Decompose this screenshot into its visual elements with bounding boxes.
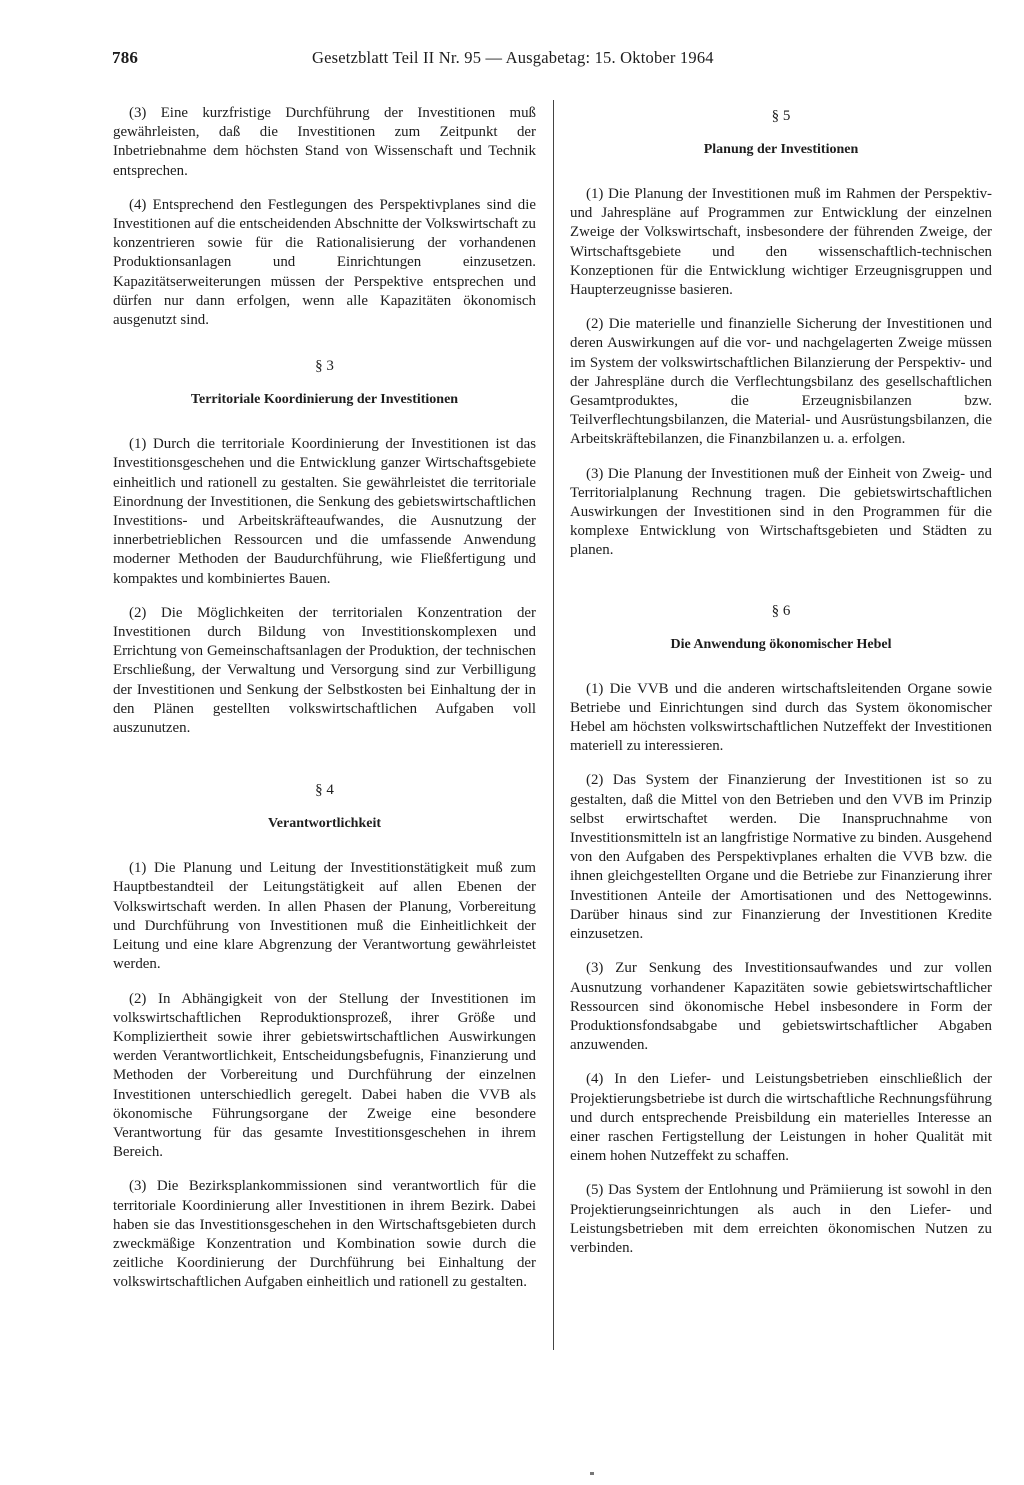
section-title: Planung der Investitionen	[703, 142, 859, 157]
section-title: Territoriale Koordinierung der Investitionen	[190, 392, 459, 408]
paragraph: (3) Die Bezirksplankommissionen sind verantwortlich für die territoriale Koordinierung aller Investitionen in ihrem Bezirk. Dabei haben sie das Investitionsgeschehen in den Wirtschaftsgebieten durch zweckmäßige Konzentration und Kombination sowie durch die zeitliche Koordinierung der Durchführung bei Einhaltung der volkswirtschaftlichen Aufgaben einheitlich und rationell zu gestalten.	[113, 1178, 536, 1291]
header-title: Gesetzblatt Teil II Nr. 95 — Ausgabetag: 15. Oktober 1964	[312, 48, 714, 67]
paragraph: (2) Die Möglichkeiten der territorialen Konzentration der Investitionen durch Bildung von Investitionskomplexen und Errichtung von Gemeinschaftsanlagen der Produktion, der technischen Erschließung, der Verwaltung und Versorgung sind zur Verbilligung der Investitionen und Senkung der Selbstkosten bei Einhaltung der in den Plänen gestellten volkswirtschaftlichen Aufgaben voll auszunutzen.	[113, 604, 536, 737]
page-number: 786	[112, 48, 139, 67]
page-header	[112, 48, 812, 72]
print-mark	[590, 1472, 594, 1475]
section-number: § 6	[771, 602, 791, 619]
paragraph: (3) Zur Senkung des Investitionsaufwandes und zur vollen Ausnutzung vorhandener Kapazitäten sowie gebietswirtschaftlicher Ressourcen sind ökonomische Hebel insbesondere in Form der Produktionsfondsabgabe und gebietswirtschaftlicher Abgaben anzuwenden.	[570, 960, 992, 1054]
section-title: Verantwortlichkeit	[267, 816, 382, 832]
section-number: § 3	[315, 358, 334, 375]
paragraph: (1) Die Planung der Investitionen muß im Rahmen der Perspektiv- und Jahrespläne auf Programmen zur Entwicklung der einzelnen Zweige der Volkswirtschaft, insbesondere der führenden Zweige, der Wirtschaftsgebiete und den wissenschaftlich-technischen Konzeptionen für die Entwicklung wichtiger Erzeugnisgruppen und Haupterzeugnisse basieren.	[570, 186, 992, 299]
section-title: Die Anwendung ökonomischer Hebel	[670, 636, 892, 652]
paragraph: (4) In den Liefer- und Leistungsbetrieben einschließlich der Projektierungsbetriebe ist durch die wirtschaftliche Rechnungsführung und durch entsprechende Preisbildung ein materielles Interesse an einer raschen Fertigstellung der Leistungen in hoher Qualität mit einem hohen Nutzeffekt zu schaffen.	[570, 1071, 992, 1165]
paragraph: (1) Die Planung und Leitung der Investitionstätigkeit muß zum Hauptbestandteil der Leitungstätigkeit auf allen Ebenen der Volkswirtschaft werden. In allen Phasen der Planung, Vorbereitung und Durchführung von Investitionen muß die Einheitlichkeit der Leitung und eine klare Abgrenzung der Verantwortung gewährleistet werden.	[113, 860, 536, 973]
paragraph: (3) Eine kurzfristige Durchführung der Investitionen muß gewährleisten, daß die Investitionen zum Zeitpunkt der Inbetriebnahme dem höchsten Stand von Wissenschaft und Technik entsprechen.	[113, 105, 536, 179]
left-column	[113, 104, 536, 1293]
right-column	[570, 106, 992, 1258]
paragraph: (1) Durch die territoriale Koordinierung der Investitionen ist das Investitionsgeschehen und die Entwicklung ganzer Wirtschaftsgebiete einheitlich und rationell zu gestalten. Sie gewährleistet die territoriale Einordnung der Investitionen, die Senkung des gebietswirtschaftlichen Investitions- und Arbeitskräfteaufwandes, die Ausnutzung der innerbetrieblichen Ressourcen und die umfassende Anwendung moderner Methoden der Baudurchführung, wie Fließfertigung und kompaktes und kombiniertes Bauen.	[113, 436, 536, 587]
section-number: § 5	[771, 108, 791, 124]
paragraph: (1) Die VVB und die anderen wirtschaftsleitenden Organe sowie Betriebe und Einrichtungen sind durch das System ökonomischer Hebel am höchsten volkswirtschaftlichen Nutzeffekt der Investitionen materiell zu interessieren.	[570, 680, 992, 755]
column-divider	[553, 100, 554, 1350]
paragraph: (2) In Abhängigkeit von der Stellung der Investitionen im volkswirtschaftlichen Reproduktionsprozeß, ihrer Größe und Kompliziertheit sowie ihrer gebietswirtschaftlichen Auswirkungen werden Verantwortlichkeit, Entscheidungsbefugnis, Finanzierung und Methoden der Vorbereitung und Durchführung der einzelnen Investitionen unterschiedlich geregelt. Dabei haben die VVB als ökonomische Führungsorgane der Zweige eine besondere Verantwortung für das gesamte Investitionsgeschehen in ihrem Bereich.	[113, 990, 536, 1161]
paragraph: (4) Entsprechend den Festlegungen des Perspektivplanes sind die Investitionen auf die entscheidenden Abschnitte der Volkswirtschaft zu konzentrieren sowie für die Rationalisierung der vorhandenen Produktionsanlagen und Einrichtungen einzusetzen. Kapazitätserweiterungen müssen der Perspektive entsprechen und dürfen nur dann erfolgen, wenn alle Kapazitäten ökonomisch ausgenutzt sind.	[113, 196, 536, 329]
paragraph: (2) Das System der Finanzierung der Investitionen ist so zu gestalten, daß die Mittel von den Betrieben und den VVB im Prinzip selbst erwirtschaftet werden. Die Inanspruchnahme von Investitionsmitteln ist an langfristige Normative zu binden. Ausgehend von den Aufgaben des Perspektivplanes erhalten die VVB bzw. die ihnen gleichgestellten Organe und die Betriebe zur Finanzierung ihrer Investitionen Anteile der Amortisationen und des Nettogewinns. Darüber hinaus sind zur Finanzierung der Investitionen Kredite einzusetzen.	[570, 772, 992, 943]
paragraph: (5) Das System der Entlohnung und Prämiierung ist sowohl in den Projektierungseinrichtungen als auch in den Liefer- und Leistungsbetrieben mit dem erreichten ökonomischen Nutzen zu verbinden.	[570, 1182, 992, 1256]
section-number: § 4	[315, 782, 334, 799]
paragraph: (2) Die materielle und finanzielle Sicherung der Investitionen und deren Auswirkungen auf die vor- und nachgelagerten Zweige müssen im System der volkswirtschaftlichen Bilanzierung der Perspektiv- und der Jahrespläne durch die Verflechtungsbilanz des gesellschaftlichen Gesamtproduktes, die Erzeugnisbilanzen bzw. Teilverflechtungsbilanzen, die Material- und Ausrüstungsbilanzen, die Arbeitskräftebilanzen, die Finanzbilanzen u. a. erfolgen.	[570, 316, 992, 448]
paragraph: (3) Die Planung der Investitionen muß der Einheit von Zweig- und Territorialplanung Rechnung tragen. Die gebietswirtschaftlichen Auswirkungen der Investitionen sind in den Programmen für die komplexe Entwicklung von Wirtschaftsgebieten und Städten zu planen.	[570, 465, 992, 559]
